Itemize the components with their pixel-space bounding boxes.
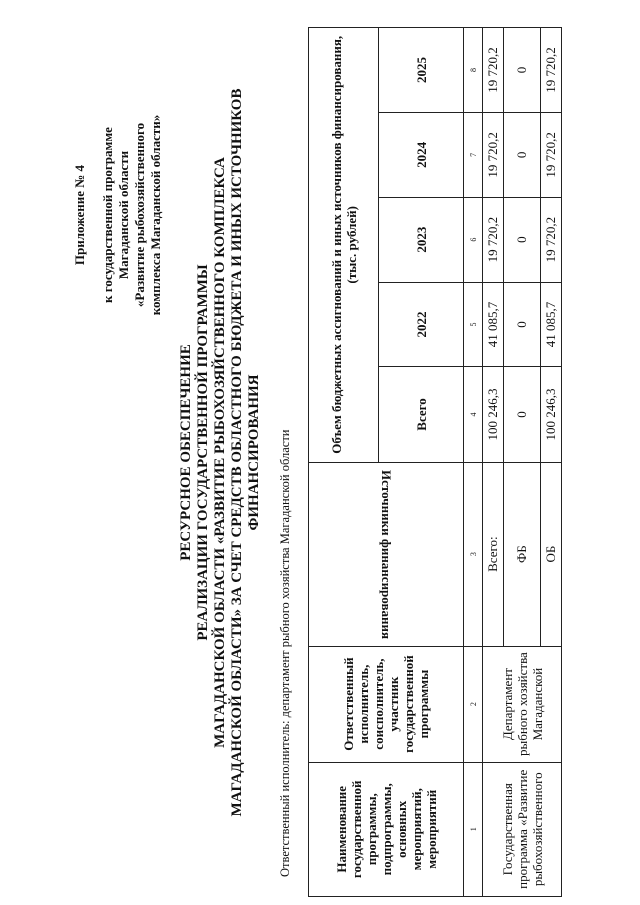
value-2024-cell: 19 720,2 [483, 112, 504, 197]
source-cell: ФБ [504, 462, 541, 646]
header-2022: 2022 [379, 282, 464, 367]
source-cell: ОБ [541, 462, 562, 646]
header-total: Всего [379, 367, 464, 462]
column-number: 3 [464, 462, 483, 646]
header-source [309, 462, 464, 646]
header-2024: 2024 [379, 112, 464, 197]
value-2022-cell: 41 085,7 [483, 282, 504, 367]
column-number: 2 [464, 646, 483, 762]
value-2022-cell: 41 085,7 [541, 282, 562, 367]
appendix-block [72, 70, 164, 360]
appendix-line: Магаданской области [116, 150, 131, 280]
header-source-text: Источники финансирования [378, 469, 394, 639]
title-line: ФИНАНСИРОВАНИЯ [246, 374, 262, 531]
column-number-row [464, 28, 483, 897]
total-cell: 100 246,3 [483, 367, 504, 462]
header-executor: Ответственный исполнитель, соисполнитель, участник государственной программы [309, 646, 464, 762]
appendix-number: Приложение № 4 [72, 164, 87, 266]
executor-cell: Департамент рыбного хозяйства Магаданской [483, 646, 562, 762]
header-2023: 2023 [379, 197, 464, 282]
title-line: МАГАДАНСКОЙ ОБЛАСТИ «РАЗВИТИЕ РЫБОХОЗЯЙСТВЕННОГО КОМПЛЕКСА [212, 157, 228, 748]
value-2022-cell: 0 [504, 282, 541, 367]
value-2025-cell: 19 720,2 [541, 28, 562, 113]
table-row [483, 28, 504, 897]
total-cell: 100 246,3 [541, 367, 562, 462]
appendix-line: комплекса Магаданской области» [148, 114, 163, 316]
source-cell: Всего: [483, 462, 504, 646]
value-2023-cell: 19 720,2 [541, 197, 562, 282]
column-number: 1 [464, 762, 483, 896]
value-2024-cell: 0 [504, 112, 541, 197]
header-row [309, 28, 379, 897]
header-volume: Объем бюджетных ассигнований и иных источников финансирования, (тыс. рублей) [309, 28, 379, 463]
responsible-executor: Ответственный исполнитель: департамент рыбного хозяйства Магаданской области [278, 429, 292, 877]
appendix-line: к государственной программе [100, 127, 115, 303]
appendix-line: «Развитие рыбохозяйственного [132, 122, 147, 308]
funding-table [308, 27, 562, 897]
title-line: РЕСУРСНОЕ ОБЕСПЕЧЕНИЕ [178, 344, 194, 561]
value-2024-cell: 19 720,2 [541, 112, 562, 197]
column-number: 8 [464, 28, 483, 113]
title-line: РЕАЛИЗАЦИИ ГОСУДАРСТВЕННОЙ ПРОГРАММЫ [195, 264, 211, 641]
header-name: Наименование государственной программы, подпрограммы, основных мероприятий, мероприятий [309, 762, 464, 896]
value-2023-cell: 19 720,2 [483, 197, 504, 282]
document-title [178, 60, 263, 845]
value-2025-cell: 19 720,2 [483, 28, 504, 113]
program-name-cell: Государственная программа «Развитие рыбохозяйственного [483, 762, 562, 896]
value-2025-cell: 0 [504, 28, 541, 113]
column-number: 5 [464, 282, 483, 367]
title-line: МАГАДАНСКОЙ ОБЛАСТИ» ЗА СЧЕТ СРЕДСТВ ОБЛАСТНОГО БЮДЖЕТА И ИНЫХ ИСТОЧНИКОВ [229, 88, 245, 817]
header-2025: 2025 [379, 28, 464, 113]
column-number: 7 [464, 112, 483, 197]
column-number: 6 [464, 197, 483, 282]
value-2023-cell: 0 [504, 197, 541, 282]
total-cell: 0 [504, 367, 541, 462]
column-number: 4 [464, 367, 483, 462]
